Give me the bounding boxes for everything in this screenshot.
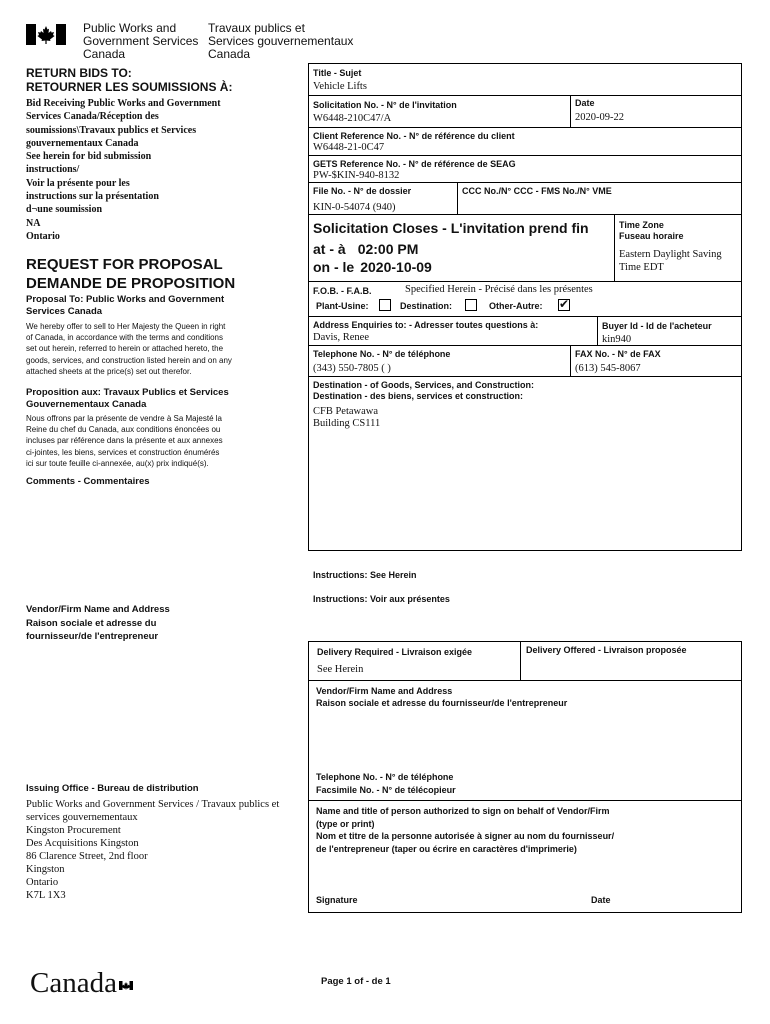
destination-goods-label: Destination - of Goods, Services, and Construction: Destination - des biens, services et construction: (313, 380, 535, 401)
time-zone-label: Time Zone Fuseau horaire (619, 220, 684, 241)
gets-reference-label: GETS Reference No. - N° de référence de SEAG (313, 159, 516, 169)
issuing-office-address: Public Works and Government Services / Travaux publics et services gouvernementaux Kingston Procurement Des Acquisitions Kingston 86 Clarence Street, 2nd floor Kingston Ontario K7L 1X3 (26, 799, 280, 901)
time-zone-value: Eastern Daylight Saving Time EDT (619, 249, 722, 273)
date-value: 2020-09-22 (575, 112, 624, 123)
closing-time-row: at - à 02:00 PM (313, 241, 419, 257)
instructions-en: Instructions: See Herein (313, 570, 417, 580)
address-enquiries-value: Davis, Renee (313, 332, 369, 343)
client-reference-value: W6448-21-0C47 (313, 142, 385, 153)
rfp-heading: REQUEST FOR PROPOSAL DEMANDE DE PROPOSITION (26, 256, 236, 292)
delivery-offered-field[interactable] (522, 658, 740, 678)
destination-label: Destination: (400, 301, 453, 311)
solicitation-closes-label: Solicitation Closes - L'invitation prend fin (313, 220, 589, 236)
fax-label: FAX No. - N° de FAX (575, 349, 661, 359)
buyer-id-label: Buyer Id - Id de l'acheteur (602, 321, 712, 331)
comments-label: Comments - Commentaires (26, 476, 150, 487)
authorized-person-field[interactable] (312, 858, 738, 890)
issuing-office-label: Issuing Office - Bureau de distribution (26, 783, 199, 794)
signature-date-label: Date (591, 895, 611, 905)
offer-text-en: We hereby offer to sell to Her Majesty the Queen in right of Canada, in accordance with the terms and conditions set out herein, referred to herein or attached hereto, the goods, services, and construction listed herein and on any attached sheets at the price(s) set out therefor. (26, 322, 232, 376)
destination-checkbox[interactable] (465, 299, 477, 311)
wordmark-flag-icon (119, 965, 133, 997)
telephone-value: (343) 550-7805 ( ) (313, 363, 391, 374)
delivery-offered-label: Delivery Offered - Livraison proposée (526, 645, 687, 655)
checkmark-icon: ✔ (559, 297, 570, 311)
solicitation-number-value: W6448-210C47/A (313, 113, 392, 124)
department-name-fr: Travaux publics et Services gouvernementaux Canada (208, 21, 354, 61)
client-reference-label: Client Reference No. - N° de référence du client (313, 131, 515, 141)
delivery-required-value: See Herein (317, 664, 364, 675)
solicitation-number-label: Solicitation No. - N° de l'invitation (313, 100, 457, 110)
bid-receiving-address: Bid Receiving Public Works and Government Services Canada/Réception des soumissions\Travaux publics et Services gouvernementaux Canada See herein for bid submission instructions/ Voir la présente pour les instructions sur la présentation d¬une soumission NA Ontario (26, 98, 221, 242)
closing-date-value: 2020-10-09 (360, 259, 432, 275)
vendor-telephone-label: Telephone No. - N° de téléphone Facsimile No. - N° de télécopieur (316, 772, 456, 795)
offer-text-fr: Nous offrons par la présente de vendre à Sa Majesté la Reine du chef du Canada, aux conditions énoncées ou incluses par référence dans la présente et aux annexes ci-jointes, les biens, services et construction énumérés ici sur toute feuille ci-annexée, au(x) prix indiqué(s). (26, 414, 223, 468)
fob-label: F.O.B. - F.A.B. (313, 286, 372, 296)
canada-wordmark: Canada (30, 967, 117, 999)
vendor-firm-label: Vendor/Firm Name and Address Raison sociale et adresse du fournisseur/de l'entrepreneur (316, 686, 568, 708)
buyer-id-value: kin940 (602, 334, 632, 345)
department-name-en: Public Works and Government Services Canada (83, 21, 199, 61)
other-autre-label: Other-Autre: (489, 301, 543, 311)
plant-usine-label: Plant-Usine: (316, 301, 369, 311)
ccc-number-label: CCC No./N° CCC - FMS No./N° VME (462, 186, 612, 196)
closing-time-value: 02:00 PM (357, 241, 419, 257)
file-number-value: KIN-0-54074 (940) (313, 202, 396, 213)
proposal-to: Proposal To: Public Works and Government Services Canada (26, 294, 225, 317)
vendor-name-address-label: Vendor/Firm Name and Address Raison sociale et adresse du fournisseur/de l'entrepreneur (26, 604, 170, 642)
instructions-fr: Instructions: Voir aux présentes (313, 594, 450, 604)
canada-flag-icon (26, 24, 66, 45)
plant-usine-checkbox[interactable] (379, 299, 391, 311)
fob-value: Specified Herein - Précisé dans les présentes (405, 284, 593, 295)
gets-reference-value: PW-$KIN-940-8132 (313, 170, 400, 181)
destination-goods-value: CFB Petawawa Building CS111 (313, 406, 381, 429)
date-label: Date (575, 98, 595, 108)
telephone-label: Telephone No. - N° de téléphone (313, 349, 451, 359)
other-autre-checkbox[interactable] (558, 299, 570, 311)
proposition-aux: Proposition aux: Travaux Publics et Services Gouvernementaux Canada (26, 387, 229, 410)
title-value: Vehicle Lifts (313, 81, 367, 92)
address-enquiries-label: Address Enquiries to: - Adresser toutes questions à: (313, 320, 539, 330)
closing-date-row: on - le 2020-10-09 (313, 259, 432, 275)
vendor-firm-field[interactable] (312, 712, 738, 767)
fax-value: (613) 545-8067 (575, 363, 641, 374)
file-number-label: File No. - N° de dossier (313, 186, 412, 196)
page-number: Page 1 of - de 1 (321, 976, 391, 987)
title-label: Title - Sujet (313, 68, 362, 78)
delivery-required-label: Delivery Required - Livraison exigée (317, 647, 473, 657)
signature-label: Signature (316, 895, 358, 905)
return-bids-heading: RETURN BIDS TO: RETOURNER LES SOUMISSIONS À: (26, 66, 233, 94)
authorized-person-label: Name and title of person authorized to sign on behalf of Vendor/Firm (type or print) Nom et titre de la personne autorisée à signer au nom du fournisseur/ de l'entrepreneur (taper ou écrire en caractères d'imprimerie) (316, 806, 615, 854)
